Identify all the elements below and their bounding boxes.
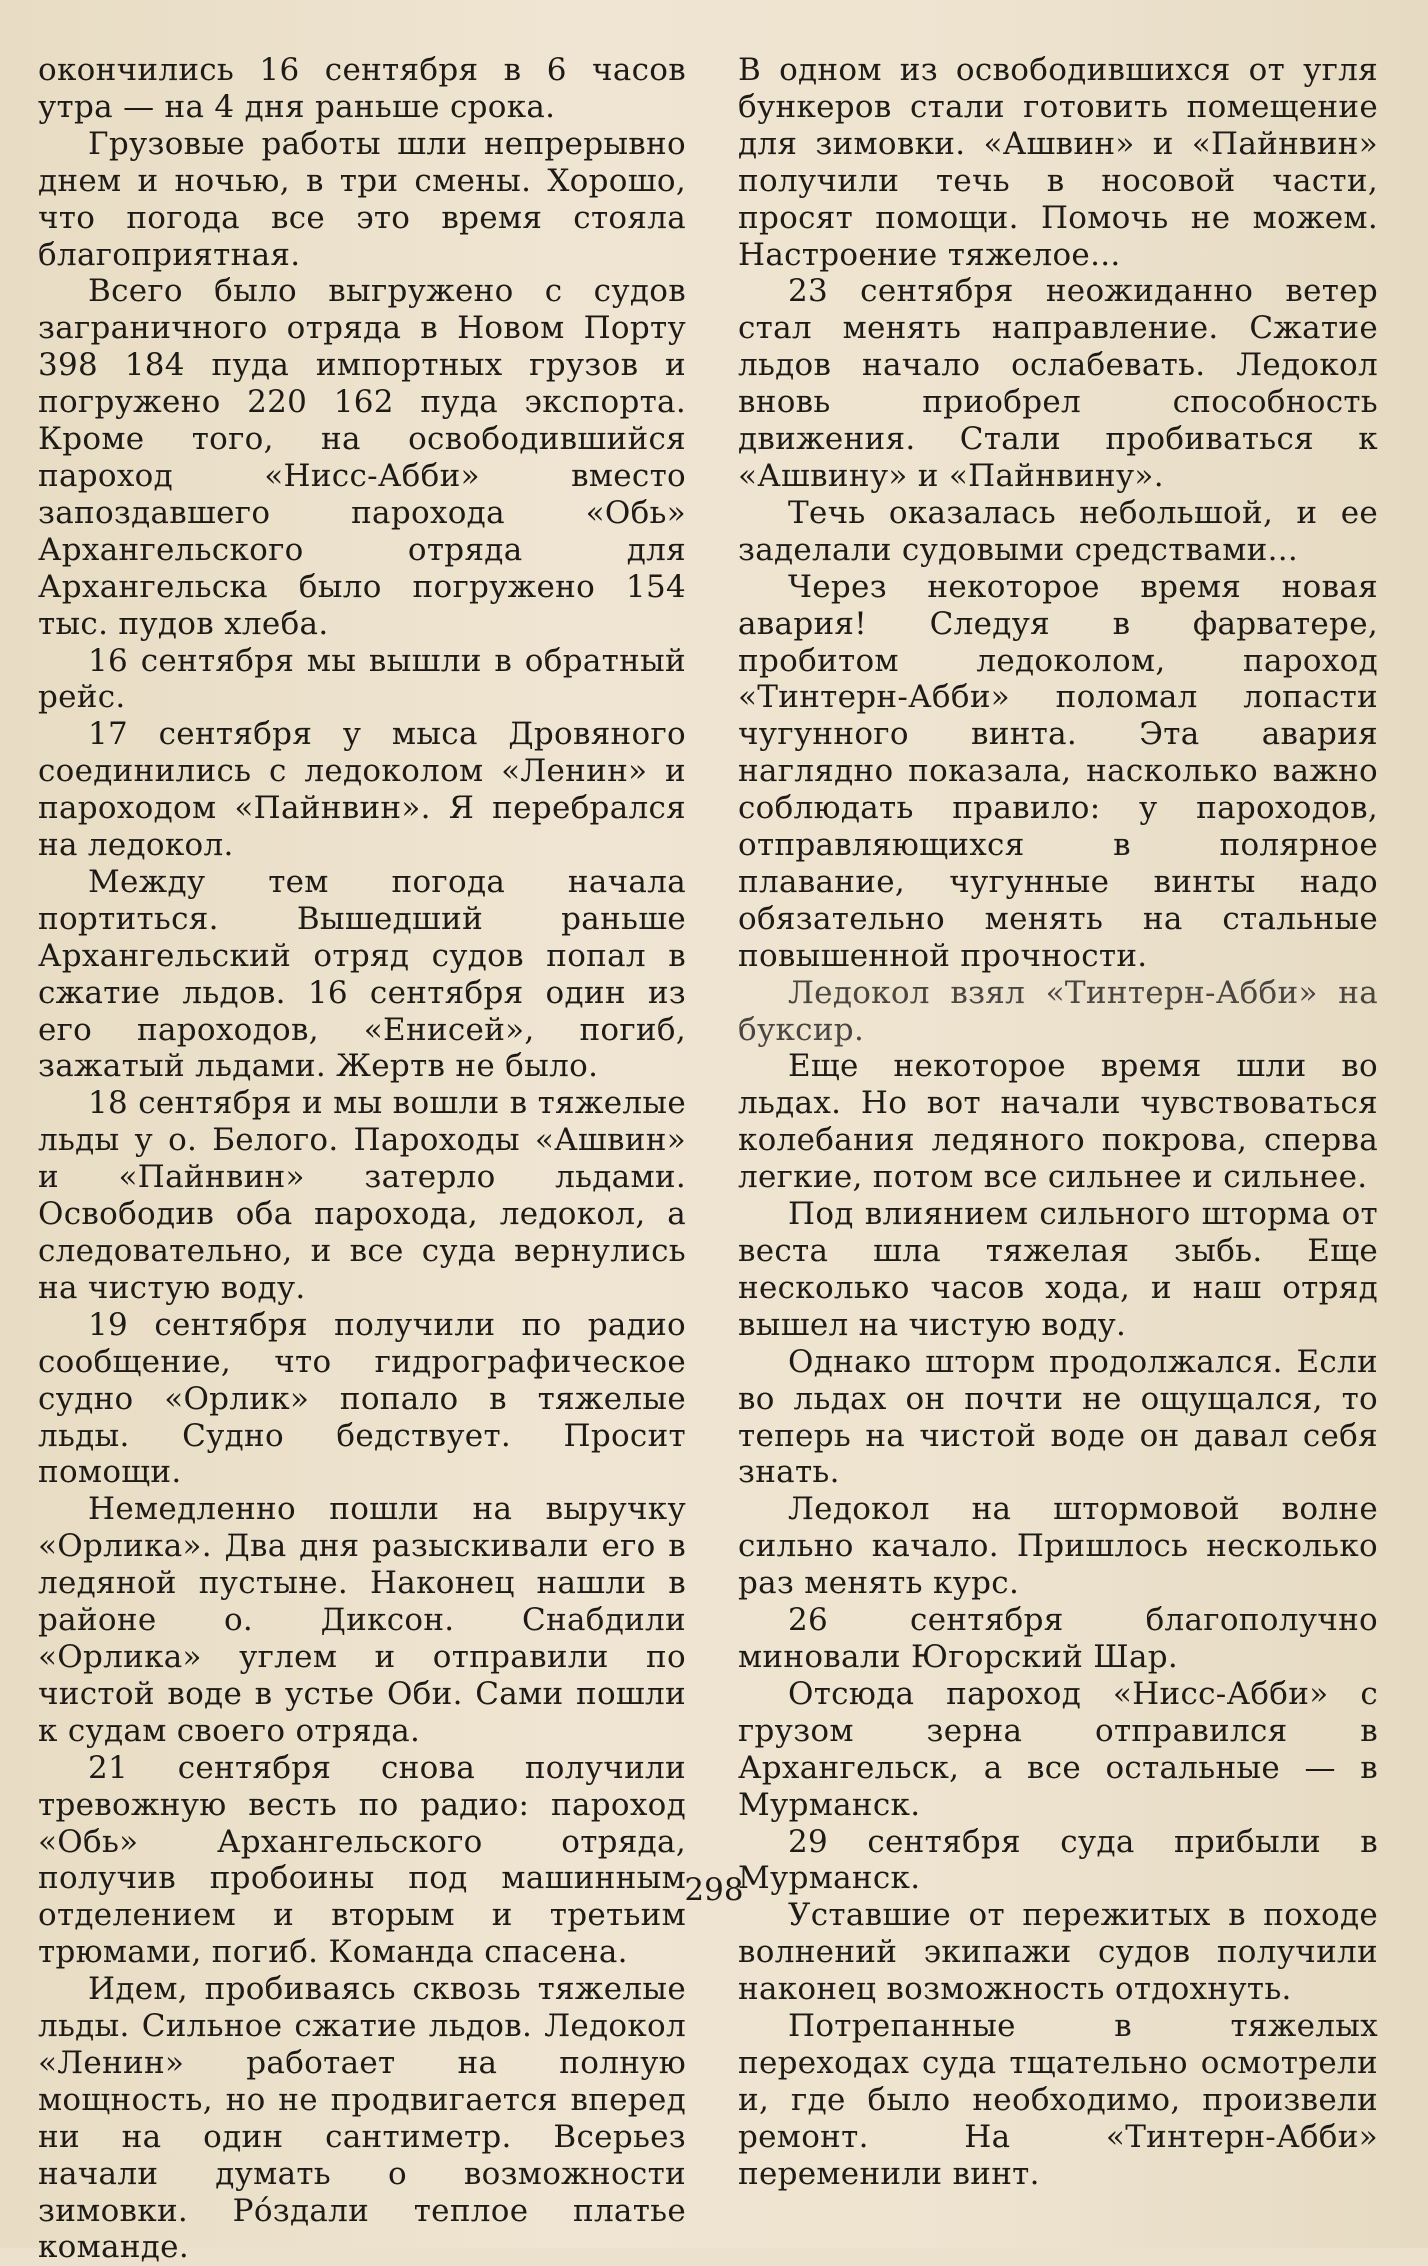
- paragraph: Отсюда пароход «Нисс-Абби» с грузом зерна отправился в Архангельск, а все остальные — в Мурманск.: [738, 1675, 1378, 1823]
- paragraph: Грузовые работы шли непрерывно днем и ночью, в три смены. Хорошо, что погода все это время стояла благоприятная.: [38, 125, 686, 273]
- paragraph: Ледокол на штормовой волне сильно качало. Пришлось несколько раз менять курс.: [738, 1491, 1378, 1602]
- left-text-column: [38, 52, 686, 2266]
- paragraph: Немедленно пошли на выручку «Орлика». Два дня разыскивали его в ледяной пустыне. Наконец нашли в районе о. Диксон. Снабдили «Орлика» углем и отправили по чистой воде в устье Оби. Сами пошли к судам своего отряда.: [38, 1491, 686, 1749]
- paragraph: В одном из освободившихся от угля бункеров стали готовить помещение для зимовки. «Ашвин» и «Пайнвин» получили течь в носовой части, просят помощи. Помочь не можем. Настроение тяжелое...: [738, 52, 1378, 273]
- paragraph: Идем, пробиваясь сквозь тяжелые льды. Сильное сжатие льдов. Ледокол «Ленин» работает на полную мощность, но не продвигается вперед ни на один сантиметр. Всерьез начали думать о возможности зимовки. Ро́здали теплое платье команде.: [38, 1971, 686, 2266]
- paragraph: Уставшие от пережитых в походе волнений экипажи судов получили наконец возможность отдохнуть.: [738, 1897, 1378, 2008]
- paragraph: окончились 16 сентября в 6 часов утра — на 4 дня раньше срока.: [38, 52, 686, 125]
- paragraph: Всего было выгружено с судов заграничного отряда в Новом Порту 398 184 пуда импортных грузов и погружено 220 162 пуда экспорта. Кроме того, на освободившийся пароход «Нисс-Абби» вместо запоздавшего парохода «Обь» Архангельского отряда для Архангельска было погружено 154 тыс. пудов хлеба.: [38, 273, 686, 642]
- paragraph: 23 сентября неожиданно ветер стал менять направление. Сжатие льдов начало ослабевать. Ледокол вновь приобрел способность движения. Стали пробиваться к «Ашвину» и «Пайнвину».: [738, 273, 1378, 494]
- paragraph: Потрепанные в тяжелых переходах суда тщательно осмотрели и, где было необходимо, произвели ремонт. На «Тинтерн-Абби» переменили винт.: [738, 2008, 1378, 2192]
- paragraph: Через некоторое время новая авария! Следуя в фарватере, пробитом ледоколом, пароход «Тинтерн-Абби» поломал лопасти чугунного винта. Эта авария наглядно показала, насколько важно соблюдать правило: у пароходов, отправляющихся в полярное плавание, чугунные винты надо обязательно менять на стальные повышенной прочности.: [738, 568, 1378, 974]
- paragraph: Ледокол взял «Тинтерн-Абби» на буксир.: [738, 974, 1378, 1048]
- paragraph: Под влиянием сильного шторма от веста шла тяжелая зыбь. Еще несколько часов хода, и наш отряд вышел на чистую воду.: [738, 1196, 1378, 1343]
- paragraph: Течь оказалась небольшой, и ее заделали судовыми средствами...: [738, 494, 1378, 568]
- paragraph: 21 сентября снова получили тревожную весть по радио: пароход «Обь» Архангельского отряда, получив пробоины под машинным отделением и вторым и третьим трюмами, погиб. Команда спасена.: [38, 1749, 686, 1971]
- paragraph: Однако шторм продолжался. Если во льдах он почти не ощущался, то теперь на чистой воде он давал себя знать.: [738, 1343, 1378, 1491]
- paragraph: 29 сентября суда прибыли в Мурманск.: [738, 1823, 1378, 1897]
- paragraph: 19 сентября получили по радио сообщение, что гидрографическое судно «Орлик» попало в тяжелые льды. Судно бедствует. Просит помощи.: [38, 1306, 686, 1491]
- page-number: 298: [684, 1872, 744, 1908]
- paragraph: 26 сентября благополучно миновали Югорский Шар.: [738, 1602, 1378, 1675]
- paragraph: 17 сентября у мыса Дровяного соединились с ледоколом «Ленин» и пароходом «Пайнвин». Я перебрался на ледокол.: [38, 716, 686, 864]
- paragraph: 18 сентября и мы вошли в тяжелые льды у о. Белого. Пароходы «Ашвин» и «Пайнвин» затерло льдами. Освободив оба парохода, ледокол, а следовательно, и все суда вернулись на чистую воду.: [38, 1085, 686, 1306]
- paragraph: Еще некоторое время шли во льдах. Но вот начали чувствоваться колебания ледяного покрова, сперва легкие, потом все сильнее и сильнее.: [738, 1048, 1378, 1196]
- paragraph: Между тем погода начала портиться. Вышедший раньше Архангельский отряд судов попал в сжатие льдов. 16 сентября один из его пароходов, «Енисей», погиб, зажатый льдами. Жертв не было.: [38, 863, 686, 1085]
- paragraph: 16 сентября мы вышли в обратный рейс.: [38, 642, 686, 716]
